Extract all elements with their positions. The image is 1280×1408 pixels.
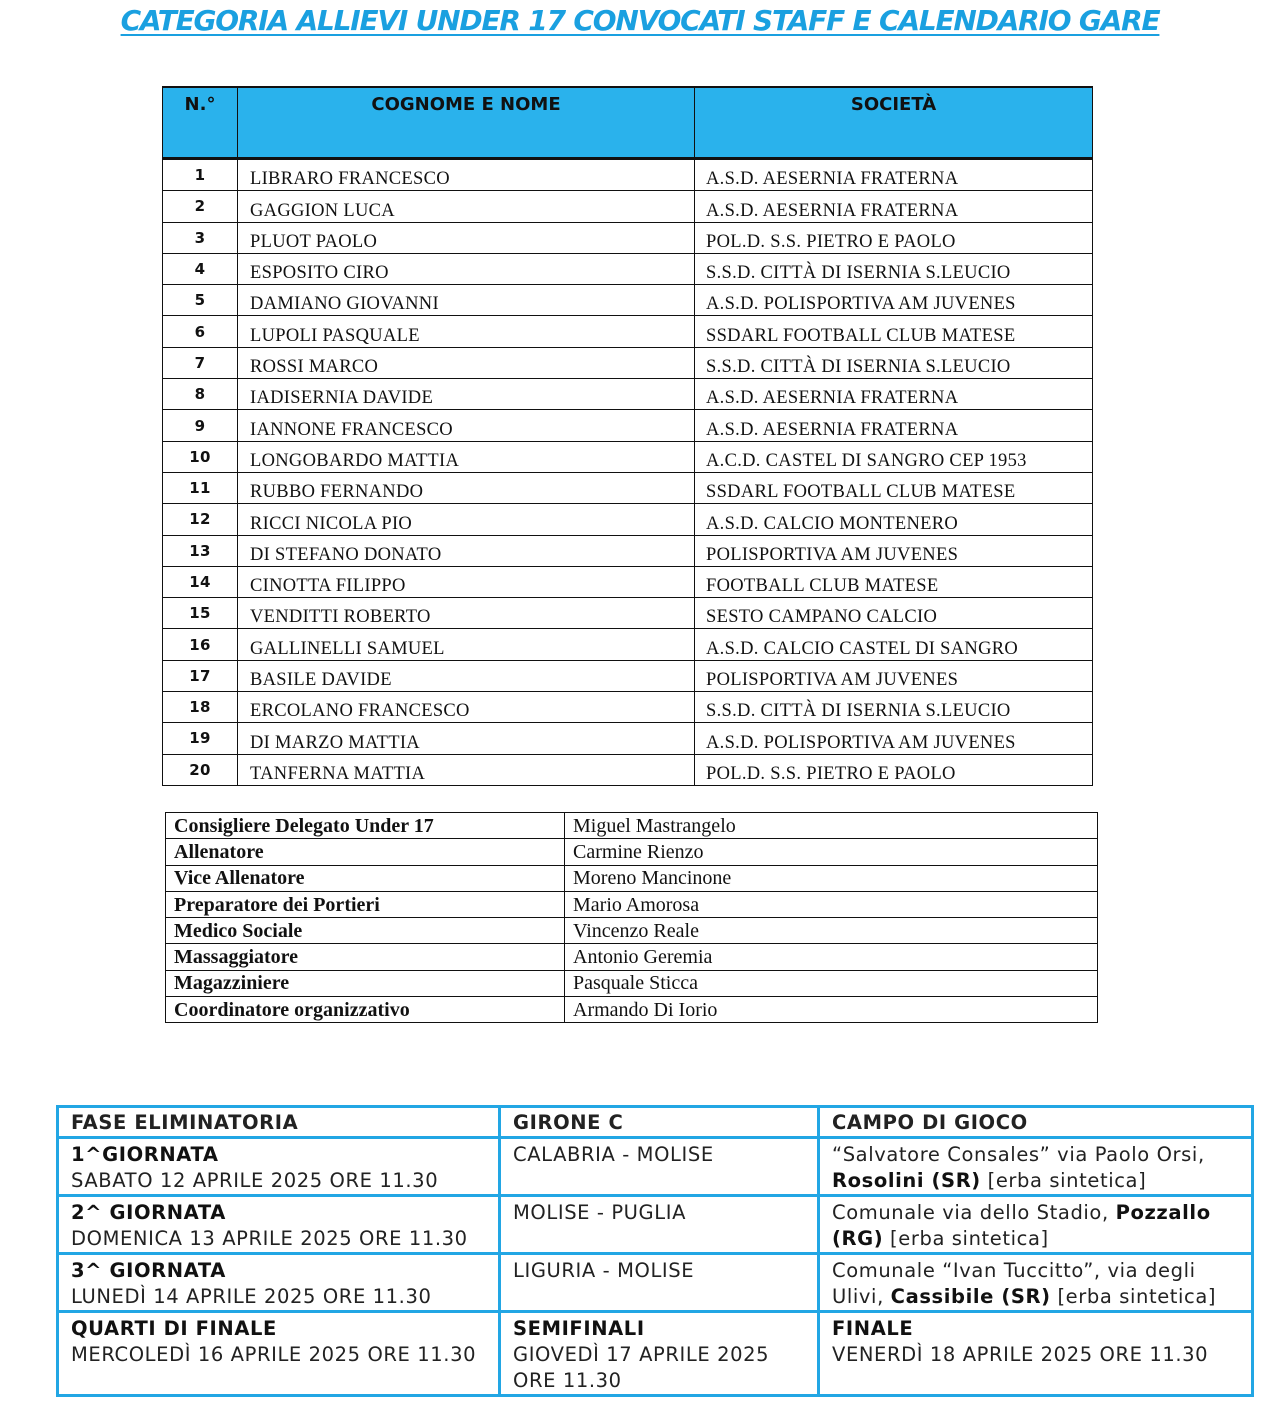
player-number: 5	[163, 285, 238, 316]
round-cell	[58, 1196, 500, 1254]
staff-person: Pasquale Sticca	[565, 970, 1098, 996]
staff-row	[166, 839, 1098, 865]
venue-city: Pozzallo (RG)	[832, 1201, 1211, 1250]
player-row	[163, 222, 1093, 253]
player-number: 18	[163, 692, 238, 723]
player-club: A.S.D. POLISPORTIVA AM JUVENES	[695, 285, 1093, 316]
player-club: POL.D. S.S. PIETRO E PAOLO	[695, 754, 1093, 785]
player-row	[163, 379, 1093, 410]
player-row	[163, 535, 1093, 566]
player-name: ERCOLANO FRANCESCO	[238, 692, 695, 723]
staff-role: Magazziniere	[166, 970, 565, 996]
header-name: COGNOME E NOME	[238, 87, 695, 159]
staff-role: Medico Sociale	[166, 918, 565, 944]
schedule-header	[58, 1107, 1253, 1138]
player-number: 3	[163, 222, 238, 253]
venue-text: “Salvatore Consales” via Paolo Orsi,	[832, 1143, 1205, 1166]
round-cell	[58, 1138, 500, 1196]
player-row	[163, 754, 1093, 785]
round-date: SABATO 12 APRILE 2025 ORE 11.30	[71, 1169, 439, 1192]
player-club: A.S.D. CALCIO CASTEL DI SANGRO	[695, 629, 1093, 660]
final-cell	[819, 1312, 1253, 1396]
venue-city: Rosolini (SR)	[832, 1169, 981, 1192]
player-club: FOOTBALL CLUB MATESE	[695, 566, 1093, 597]
match-cell: CALABRIA - MOLISE	[500, 1138, 819, 1196]
player-name: DI STEFANO DONATO	[238, 535, 695, 566]
staff-row	[166, 865, 1098, 891]
venue-text: Comunale “Ivan Tuccitto”, via degli Ulivi,	[832, 1259, 1196, 1308]
player-row	[163, 191, 1093, 222]
finals-row	[58, 1312, 1253, 1396]
player-name: LUPOLI PASQUALE	[238, 316, 695, 347]
player-club: S.S.D. CITTÀ DI ISERNIA S.LEUCIO	[695, 692, 1093, 723]
player-number: 6	[163, 316, 238, 347]
staff-row	[166, 891, 1098, 917]
player-number: 14	[163, 566, 238, 597]
player-name: GAGGION LUCA	[238, 191, 695, 222]
staff-person: Armando Di Iorio	[565, 997, 1098, 1023]
staff-person: Carmine Rienzo	[565, 839, 1098, 865]
player-number: 16	[163, 629, 238, 660]
player-row	[163, 723, 1093, 754]
player-club: POLISPORTIVA AM JUVENES	[695, 535, 1093, 566]
header-phase: FASE ELIMINATORIA	[58, 1107, 500, 1138]
player-name: GALLINELLI SAMUEL	[238, 629, 695, 660]
player-club: SSDARL FOOTBALL CLUB MATESE	[695, 316, 1093, 347]
staff-role: Allenatore	[166, 839, 565, 865]
final-label: FINALE	[832, 1317, 914, 1340]
player-number: 4	[163, 253, 238, 284]
venue-surface: [erba sintetica]	[1050, 1285, 1217, 1308]
venue-text: Comunale via dello Stadio,	[832, 1201, 1116, 1224]
player-club: SSDARL FOOTBALL CLUB MATESE	[695, 472, 1093, 503]
venue-cell	[819, 1196, 1253, 1254]
venue-cell	[819, 1254, 1253, 1312]
player-row	[163, 504, 1093, 535]
staff-role: Preparatore dei Portieri	[166, 891, 565, 917]
staff-person: Vincenzo Reale	[565, 918, 1098, 944]
staff-person: Mario Amorosa	[565, 891, 1098, 917]
player-name: LIBRARO FRANCESCO	[238, 159, 695, 191]
schedule-row	[58, 1254, 1253, 1312]
player-row	[163, 598, 1093, 629]
staff-row	[166, 970, 1098, 996]
header-group: GIRONE C	[500, 1107, 819, 1138]
player-club: POL.D. S.S. PIETRO E PAOLO	[695, 222, 1093, 253]
player-number: 17	[163, 660, 238, 691]
staff-role: Vice Allenatore	[166, 865, 565, 891]
player-row	[163, 472, 1093, 503]
player-number: 12	[163, 504, 238, 535]
header-club: SOCIETÀ	[695, 87, 1093, 159]
player-number: 13	[163, 535, 238, 566]
quarters-date: MERCOLEDÌ 16 APRILE 2025 ORE 11.30	[71, 1343, 477, 1366]
player-club: A.S.D. AESERNIA FRATERNA	[695, 191, 1093, 222]
player-row	[163, 692, 1093, 723]
player-club: A.S.D. AESERNIA FRATERNA	[695, 410, 1093, 441]
round-date: LUNEDÌ 14 APRILE 2025 ORE 11.30	[71, 1285, 432, 1308]
staff-person: Moreno Mancinone	[565, 865, 1098, 891]
round-cell	[58, 1254, 500, 1312]
match-cell: MOLISE - PUGLIA	[500, 1196, 819, 1254]
player-row	[163, 660, 1093, 691]
player-number: 11	[163, 472, 238, 503]
player-name: LONGOBARDO MATTIA	[238, 441, 695, 472]
player-club: A.S.D. CALCIO MONTENERO	[695, 504, 1093, 535]
player-club: SESTO CAMPANO CALCIO	[695, 598, 1093, 629]
player-name: TANFERNA MATTIA	[238, 754, 695, 785]
player-number: 15	[163, 598, 238, 629]
player-row	[163, 253, 1093, 284]
player-club: POLISPORTIVA AM JUVENES	[695, 660, 1093, 691]
player-row	[163, 159, 1093, 191]
player-club: S.S.D. CITTÀ DI ISERNIA S.LEUCIO	[695, 253, 1093, 284]
round-date: DOMENICA 13 APRILE 2025 ORE 11.30	[71, 1227, 468, 1250]
player-number: 20	[163, 754, 238, 785]
player-number: 19	[163, 723, 238, 754]
player-name: IADISERNIA DAVIDE	[238, 379, 695, 410]
player-name: ROSSI MARCO	[238, 347, 695, 378]
round-label: 3^ GIORNATA	[71, 1259, 226, 1282]
players-table-header	[163, 87, 1093, 159]
schedule-row	[58, 1196, 1253, 1254]
player-name: BASILE DAVIDE	[238, 660, 695, 691]
semis-label: SEMIFINALI	[513, 1317, 645, 1340]
player-name: VENDITTI ROBERTO	[238, 598, 695, 629]
player-name: DAMIANO GIOVANNI	[238, 285, 695, 316]
staff-person: Miguel Mastrangelo	[565, 813, 1098, 839]
staff-role: Consigliere Delegato Under 17	[166, 813, 565, 839]
player-club: A.C.D. CASTEL DI SANGRO CEP 1953	[695, 441, 1093, 472]
player-number: 8	[163, 379, 238, 410]
player-club: A.S.D. AESERNIA FRATERNA	[695, 379, 1093, 410]
match-cell: LIGURIA - MOLISE	[500, 1254, 819, 1312]
staff-row	[166, 918, 1098, 944]
player-row	[163, 410, 1093, 441]
player-name: IANNONE FRANCESCO	[238, 410, 695, 441]
player-club: S.S.D. CITTÀ DI ISERNIA S.LEUCIO	[695, 347, 1093, 378]
player-name: RICCI NICOLA PIO	[238, 504, 695, 535]
staff-table	[165, 812, 1098, 1023]
player-club: A.S.D. POLISPORTIVA AM JUVENES	[695, 723, 1093, 754]
venue-surface: [erba sintetica]	[883, 1227, 1049, 1250]
schedule-row	[58, 1138, 1253, 1196]
schedule-table	[56, 1105, 1254, 1397]
player-row	[163, 347, 1093, 378]
header-number: N.°	[163, 87, 238, 159]
quarters-cell	[58, 1312, 500, 1396]
player-name: CINOTTA FILIPPO	[238, 566, 695, 597]
player-row	[163, 629, 1093, 660]
player-number: 7	[163, 347, 238, 378]
final-date: VENERDÌ 18 APRILE 2025 ORE 11.30	[832, 1343, 1209, 1366]
player-number: 2	[163, 191, 238, 222]
staff-row	[166, 813, 1098, 839]
players-table	[162, 86, 1093, 786]
player-number: 9	[163, 410, 238, 441]
staff-row	[166, 944, 1098, 970]
player-row	[163, 441, 1093, 472]
player-row	[163, 285, 1093, 316]
venue-cell	[819, 1138, 1253, 1196]
player-name: PLUOT PAOLO	[238, 222, 695, 253]
staff-row	[166, 997, 1098, 1023]
player-name: DI MARZO MATTIA	[238, 723, 695, 754]
staff-role: Massaggiatore	[166, 944, 565, 970]
player-number: 10	[163, 441, 238, 472]
player-name: RUBBO FERNANDO	[238, 472, 695, 503]
staff-person: Antonio Geremia	[565, 944, 1098, 970]
player-row	[163, 566, 1093, 597]
player-name: ESPOSITO CIRO	[238, 253, 695, 284]
venue-city: Cassibile (SR)	[890, 1285, 1051, 1308]
semis-date: GIOVEDÌ 17 APRILE 2025 ORE 11.30	[513, 1343, 770, 1392]
venue-surface: [erba sintetica]	[980, 1169, 1147, 1192]
player-number: 1	[163, 159, 238, 191]
player-row	[163, 316, 1093, 347]
semis-cell	[500, 1312, 819, 1396]
page-title: CATEGORIA ALLIEVI UNDER 17 CONVOCATI STAFF E CALENDARIO GARE	[120, 4, 1160, 37]
header-venue: CAMPO DI GIOCO	[819, 1107, 1253, 1138]
round-label: 1^GIORNATA	[71, 1143, 219, 1166]
round-label: 2^ GIORNATA	[71, 1201, 226, 1224]
quarters-label: QUARTI DI FINALE	[71, 1317, 277, 1340]
staff-role: Coordinatore organizzativo	[166, 997, 565, 1023]
player-club: A.S.D. AESERNIA FRATERNA	[695, 159, 1093, 191]
